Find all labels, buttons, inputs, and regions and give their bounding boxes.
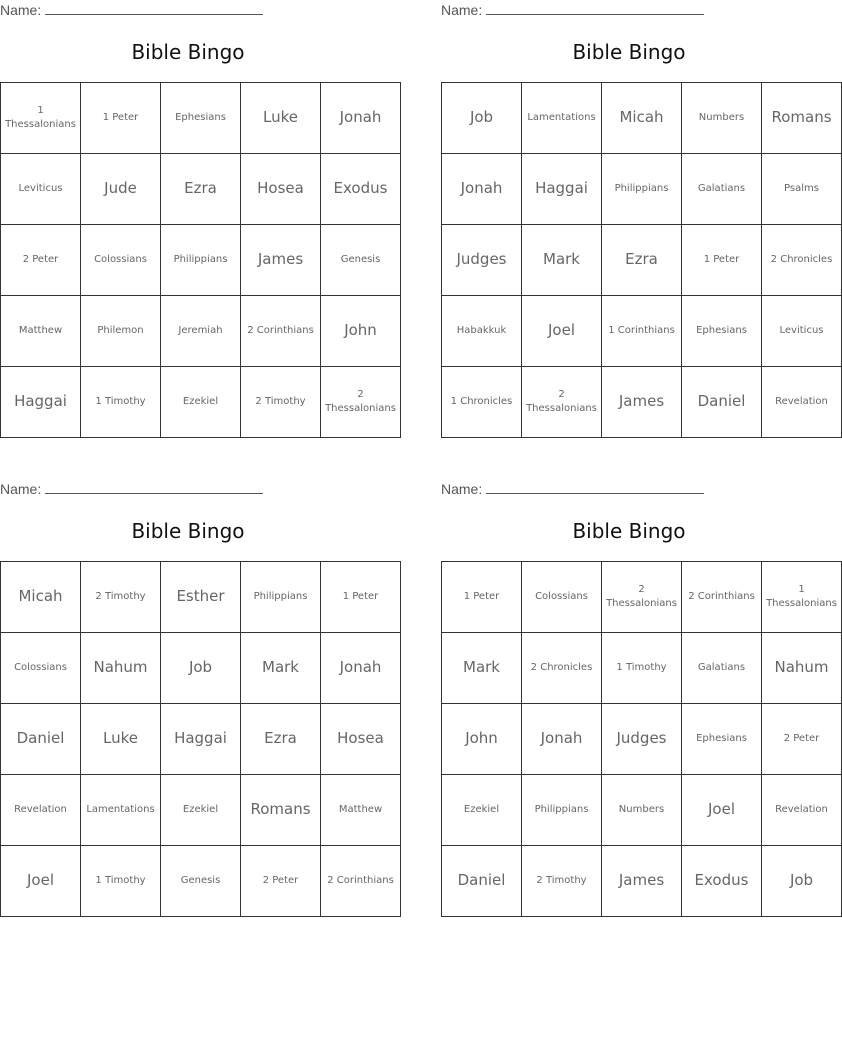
name-label: Name: (441, 2, 483, 18)
bingo-cell: Mark (442, 633, 522, 704)
name-label: Name: (0, 2, 42, 18)
bingo-cell: Micah (602, 83, 682, 154)
bingo-grid (0, 561, 401, 917)
bingo-cell: Joel (1, 846, 81, 917)
name-field (0, 2, 263, 18)
bingo-cell: Daniel (442, 846, 522, 917)
bingo-row (1, 775, 401, 846)
bingo-cell: Revelation (762, 775, 842, 846)
bingo-cell: Nahum (762, 633, 842, 704)
bingo-cell: 2 Chronicles (762, 225, 842, 296)
bingo-cell: James (241, 225, 321, 296)
bingo-cell: Colossians (81, 225, 161, 296)
bingo-cell: Hosea (321, 704, 401, 775)
bingo-row (1, 296, 401, 367)
bingo-cell: 2 Corinthians (241, 296, 321, 367)
bingo-row (442, 846, 842, 917)
bingo-cell: 2 Thessalonians (602, 562, 682, 633)
bingo-cell: Lamentations (522, 83, 602, 154)
bingo-cell: Nahum (81, 633, 161, 704)
bingo-cell: Daniel (682, 367, 762, 438)
bingo-row (1, 562, 401, 633)
bingo-cell: Joel (522, 296, 602, 367)
bingo-row (1, 367, 401, 438)
bingo-cell: Psalms (762, 154, 842, 225)
name-blank-line (486, 481, 704, 494)
bingo-cell: Philippians (602, 154, 682, 225)
bingo-cell: Exodus (682, 846, 762, 917)
bingo-cell: Ezekiel (161, 367, 241, 438)
bingo-cell: 1 Peter (81, 83, 161, 154)
bingo-grid (441, 561, 842, 917)
bingo-row (442, 154, 842, 225)
name-label: Name: (441, 481, 483, 497)
bingo-cell: James (602, 846, 682, 917)
bingo-cell: Philippians (522, 775, 602, 846)
bingo-cell: Jonah (522, 704, 602, 775)
bingo-row (442, 775, 842, 846)
bingo-grid (441, 82, 842, 438)
bingo-card (441, 0, 833, 450)
bingo-cell: Job (442, 83, 522, 154)
bingo-row (442, 296, 842, 367)
bingo-cell: 1 Peter (321, 562, 401, 633)
bingo-cell: 1 Thessalonians (1, 83, 81, 154)
card-title: Bible Bingo (131, 40, 245, 64)
bingo-cell: Philemon (81, 296, 161, 367)
bingo-row (1, 154, 401, 225)
bingo-card (0, 479, 394, 929)
bingo-cell: John (321, 296, 401, 367)
bingo-cell: 1 Peter (442, 562, 522, 633)
bingo-cell: Jonah (321, 633, 401, 704)
bingo-row (442, 704, 842, 775)
card-title: Bible Bingo (572, 40, 686, 64)
bingo-row (1, 83, 401, 154)
bingo-cell: Ephesians (682, 296, 762, 367)
bingo-cell: 1 Timothy (602, 633, 682, 704)
bingo-card (0, 0, 396, 450)
bingo-cell: Daniel (1, 704, 81, 775)
bingo-row (442, 633, 842, 704)
bingo-cell: 2 Peter (1, 225, 81, 296)
bingo-cell: 1 Timothy (81, 846, 161, 917)
bingo-cell: Esther (161, 562, 241, 633)
bingo-cell: Mark (522, 225, 602, 296)
bingo-cell: Galatians (682, 154, 762, 225)
bingo-cell: John (442, 704, 522, 775)
bingo-cell: Ezekiel (161, 775, 241, 846)
bingo-cell: Haggai (161, 704, 241, 775)
bingo-cell: Ezra (161, 154, 241, 225)
bingo-cell: 2 Thessalonians (522, 367, 602, 438)
name-field (441, 2, 704, 18)
bingo-row (442, 225, 842, 296)
bingo-row (442, 562, 842, 633)
bingo-cell: 1 Chronicles (442, 367, 522, 438)
bingo-row (1, 846, 401, 917)
bingo-cell: Jeremiah (161, 296, 241, 367)
bingo-cell: Colossians (522, 562, 602, 633)
bingo-cell: Numbers (682, 83, 762, 154)
bingo-cell: Haggai (1, 367, 81, 438)
bingo-cell: Hosea (241, 154, 321, 225)
bingo-cell: Ephesians (682, 704, 762, 775)
bingo-cell: Romans (241, 775, 321, 846)
bingo-cell: Matthew (1, 296, 81, 367)
card-title: Bible Bingo (131, 519, 245, 543)
bingo-cell: 2 Timothy (241, 367, 321, 438)
bingo-cell: Revelation (762, 367, 842, 438)
card-title: Bible Bingo (572, 519, 686, 543)
bingo-cell: Galatians (682, 633, 762, 704)
bingo-cell: Job (161, 633, 241, 704)
bingo-cell: Joel (682, 775, 762, 846)
bingo-cell: 2 Timothy (81, 562, 161, 633)
bingo-row (1, 704, 401, 775)
bingo-cell: Judges (442, 225, 522, 296)
bingo-cell: 1 Timothy (81, 367, 161, 438)
bingo-cell: Judges (602, 704, 682, 775)
bingo-cell: 1 Thessalonians (762, 562, 842, 633)
bingo-cell: Lamentations (81, 775, 161, 846)
name-blank-line (45, 481, 263, 494)
bingo-cell: 2 Chronicles (522, 633, 602, 704)
bingo-cell: Luke (241, 83, 321, 154)
bingo-cell: 2 Thessalonians (321, 367, 401, 438)
bingo-cell: Leviticus (1, 154, 81, 225)
bingo-cell: Leviticus (762, 296, 842, 367)
bingo-cell: 2 Timothy (522, 846, 602, 917)
name-field (0, 481, 263, 497)
bingo-cell: Genesis (321, 225, 401, 296)
bingo-cell: Habakkuk (442, 296, 522, 367)
bingo-cell: Ezra (602, 225, 682, 296)
bingo-row (442, 367, 842, 438)
bingo-cell: 2 Corinthians (321, 846, 401, 917)
name-blank-line (45, 2, 263, 15)
bingo-cell: Revelation (1, 775, 81, 846)
bingo-cell: Jonah (442, 154, 522, 225)
name-blank-line (486, 2, 704, 15)
bingo-cell: 2 Corinthians (682, 562, 762, 633)
bingo-cell: Luke (81, 704, 161, 775)
bingo-cell: Romans (762, 83, 842, 154)
bingo-cell: Mark (241, 633, 321, 704)
bingo-cell: 1 Corinthians (602, 296, 682, 367)
bingo-cell: Haggai (522, 154, 602, 225)
name-label: Name: (0, 481, 42, 497)
bingo-card (441, 479, 837, 929)
bingo-cell: 2 Peter (241, 846, 321, 917)
bingo-cell: 2 Peter (762, 704, 842, 775)
bingo-cell: Ezekiel (442, 775, 522, 846)
bingo-cell: Ezra (241, 704, 321, 775)
bingo-row (1, 633, 401, 704)
bingo-cell: Exodus (321, 154, 401, 225)
bingo-cell: Job (762, 846, 842, 917)
bingo-cell: Philippians (161, 225, 241, 296)
bingo-cell: Genesis (161, 846, 241, 917)
bingo-cell: 1 Peter (682, 225, 762, 296)
bingo-cell: Jonah (321, 83, 401, 154)
bingo-cell: Matthew (321, 775, 401, 846)
name-field (441, 481, 704, 497)
bingo-row (442, 83, 842, 154)
bingo-row (1, 225, 401, 296)
bingo-grid (0, 82, 401, 438)
bingo-cell: Colossians (1, 633, 81, 704)
bingo-cell: Numbers (602, 775, 682, 846)
bingo-cell: Jude (81, 154, 161, 225)
bingo-cell: James (602, 367, 682, 438)
bingo-cell: Ephesians (161, 83, 241, 154)
bingo-cell: Philippians (241, 562, 321, 633)
bingo-cell: Micah (1, 562, 81, 633)
